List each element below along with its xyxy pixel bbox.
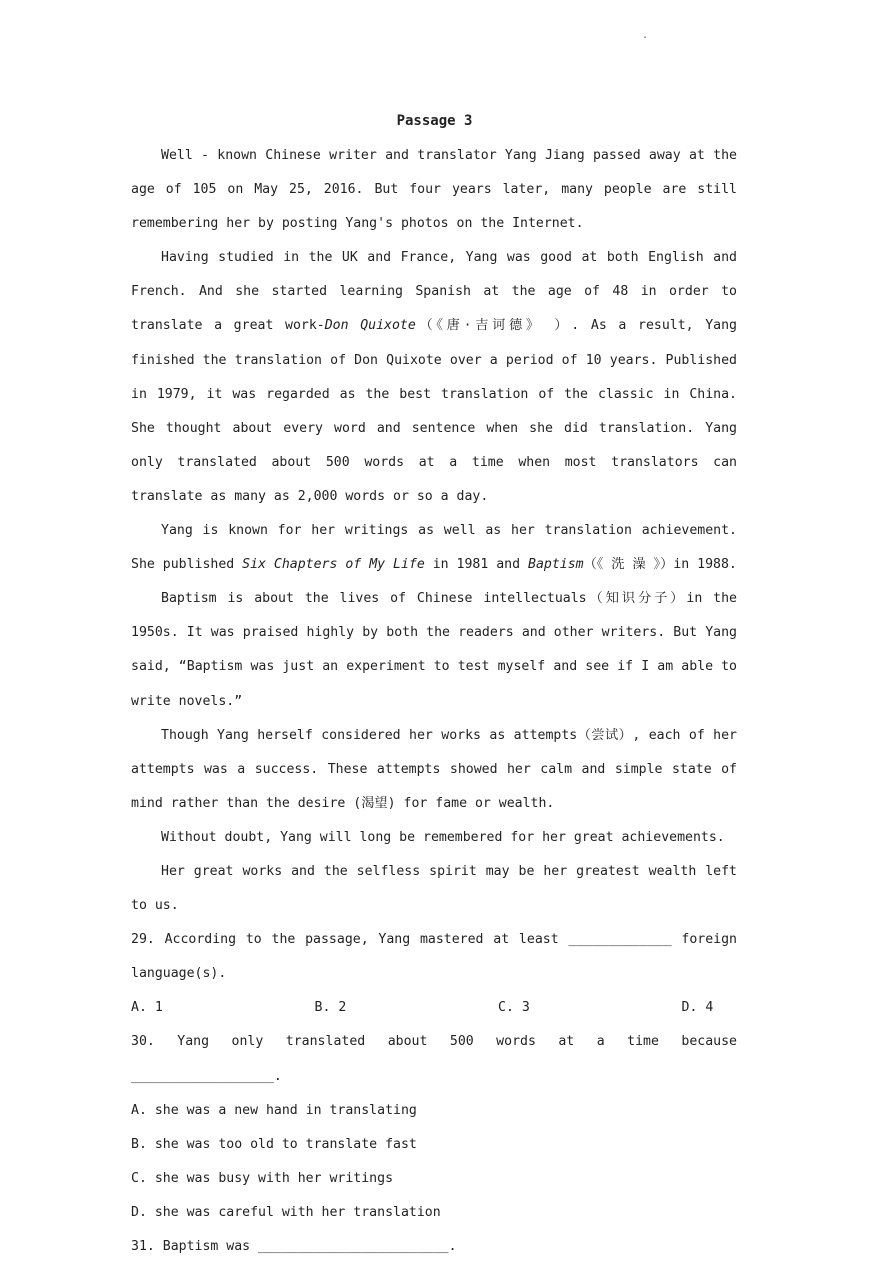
book-title-baptism: Baptism xyxy=(528,557,584,573)
option-d[interactable]: D. 4 xyxy=(681,1000,714,1016)
option-c[interactable]: C. she was busy with her writings xyxy=(131,1170,394,1186)
paragraph-3 xyxy=(131,514,737,582)
option-b[interactable]: B. 2 xyxy=(314,1000,347,1016)
paragraph-5: Though Yang herself considered her works as attempts（尝试）, each of her attempts was a success. These attempts showed her calm and simple state of mind rather than the desire (渴望) for fame or wealth. xyxy=(131,727,737,811)
question-31-stem: 31. Baptism was ________________________. xyxy=(131,1239,457,1254)
option-a[interactable]: A. 1 xyxy=(131,1000,163,1016)
book-title-six-chapters: Six Chapters of My Life xyxy=(242,557,425,573)
paragraph-2 xyxy=(131,241,737,514)
question-29-options xyxy=(131,991,737,1025)
passage-body xyxy=(131,139,737,1264)
paragraph-3-text-a: Yang is known for her writings as well as her translation achievement. She published xyxy=(131,523,737,573)
paragraph-1: Well - known Chinese writer and translator Yang Jiang passed away at the age of 105 on May 25, 2016. But four years later, many people are still remembering her by posting Yang's photos on the Internet. xyxy=(131,148,737,232)
paragraph-6: Without doubt, Yang will long be remembered for her great achievements. xyxy=(161,829,725,845)
option-b[interactable]: B. she was too old to translate fast xyxy=(131,1136,417,1152)
option-c[interactable]: C. 3 xyxy=(498,1000,530,1016)
paragraph-2-text-a: Having studied in the UK and France, Yang was good at both English and French. And she started learning Spanish at the age of 48 in order to translate a great work- xyxy=(131,250,737,334)
paragraph-2-text-b: （《唐·吉诃德》 ）. As a result, Yang finished the translation of Don Quixote over a period of 10 years. Published in 1979, it was regarded as the best translation of the classic in China. She thought about every word and sentence when she did translation. Yang only translated about 500 words at a time when most translators can translate as many as 2,000 words or so a day. xyxy=(131,318,737,504)
paragraph-7: Her great works and the selfless spirit may be her greatest wealth left to us. xyxy=(131,863,737,914)
page-mark: . xyxy=(642,30,649,41)
book-title-don-quixote: Don Quixote xyxy=(324,318,416,334)
question-29-stem: 29. According to the passage, Yang mastered at least _____________ foreign language(s). xyxy=(131,932,737,982)
question-30-stem: 30. Yang only translated about 500 words at a time because __________________. xyxy=(131,1034,737,1084)
paragraph-3-text-c: （《 洗 澡 》）in 1988. xyxy=(583,557,737,573)
paragraph-3-text-b: in 1981 and xyxy=(424,557,528,573)
option-d[interactable]: D. she was careful with her translation xyxy=(131,1204,441,1220)
option-a[interactable]: A. she was a new hand in translating xyxy=(131,1102,417,1118)
paragraph-4: Baptism is about the lives of Chinese intellectuals（知识分子）in the 1950s. It was praised highly by both the readers and other writers. But Yang said, “Baptism was just an experiment to test myself and see if I am able to write novels.” xyxy=(131,591,737,709)
passage-title: Passage 3 xyxy=(396,113,473,129)
